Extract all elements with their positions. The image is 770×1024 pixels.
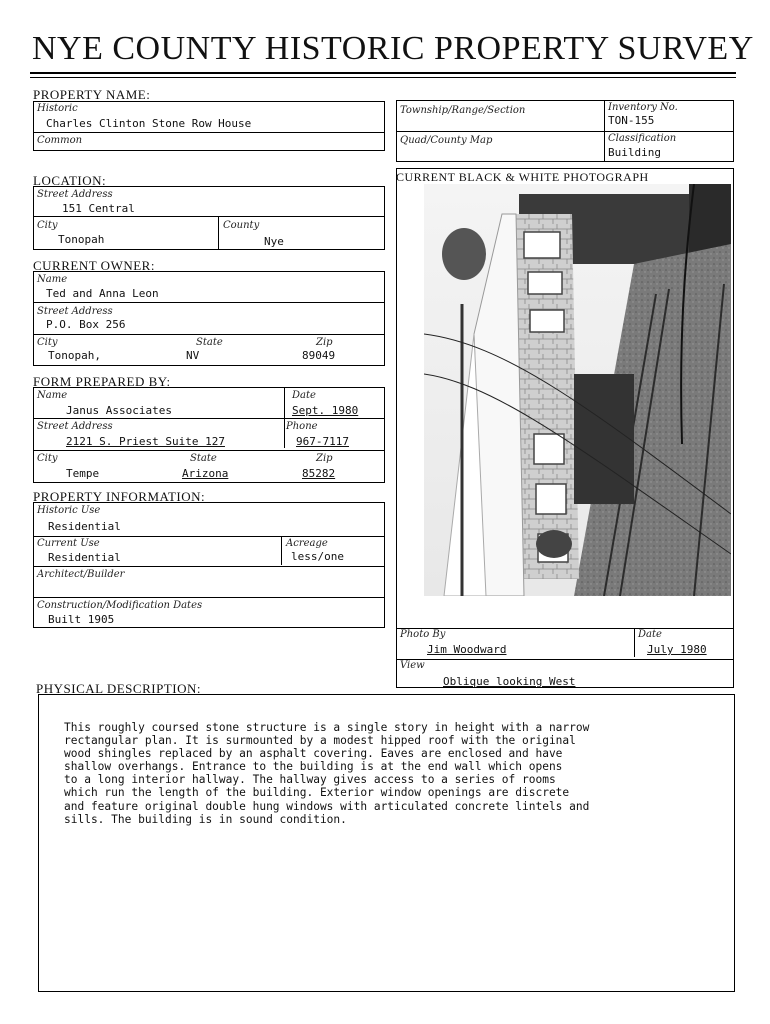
owner-heading: CURRENT OWNER: — [33, 258, 155, 273]
property-name-heading: PROPERTY NAME: — [33, 87, 151, 102]
historic-use-value: Residential — [48, 520, 121, 533]
prepared-city-label: City — [37, 453, 58, 464]
prepared-zip-value: 85282 — [302, 467, 336, 480]
current-use-value: Residential — [48, 551, 121, 564]
location-city-value: Tonopah — [58, 233, 105, 246]
title-rule-thin — [30, 77, 736, 78]
location-county-label: County — [223, 220, 260, 231]
classification-value: Building — [608, 146, 661, 159]
prepared-name-value: Janus Associates — [66, 404, 172, 417]
photo-date-value: July 1980 — [647, 643, 707, 656]
view-label: View — [400, 660, 425, 671]
owner-zip-value: 89049 — [302, 349, 336, 362]
prepared-date-label: Date — [292, 390, 316, 401]
prepared-heading: FORM PREPARED BY: — [33, 374, 171, 389]
title-rule — [30, 72, 736, 74]
photo-heading: CURRENT BLACK & WHITE PHOTOGRAPH — [396, 170, 649, 184]
prepared-phone-label: Phone — [286, 421, 318, 432]
current-use-label: Current Use — [37, 538, 100, 549]
physical-description-box — [38, 694, 735, 992]
prepared-zip-label: Zip — [316, 453, 333, 464]
prepared-phone-value: 967-7117 — [296, 435, 349, 448]
classification-label: Classification — [608, 133, 677, 144]
owner-city-value: Tonopah, — [48, 349, 101, 362]
location-street-value: 151 Central — [62, 202, 135, 215]
prepared-date-value: Sept. 1980 — [292, 404, 359, 417]
common-name-label: Common — [37, 135, 83, 146]
property-name-box — [33, 101, 385, 151]
prepared-state-value: Arizona — [182, 467, 229, 480]
info-box — [33, 502, 385, 628]
owner-city-label: City — [37, 337, 58, 348]
acreage-value: less/one — [291, 550, 344, 563]
owner-zip-label: Zip — [316, 337, 333, 348]
owner-street-label: Street Address — [37, 306, 113, 317]
construction-dates-value: Built 1905 — [48, 613, 115, 626]
architect-label: Architect/Builder — [37, 569, 125, 580]
historic-name-value: Charles Clinton Stone Row House — [46, 117, 252, 130]
owner-street-value: P.O. Box 256 — [46, 318, 126, 331]
township-box — [396, 100, 734, 162]
historic-use-label: Historic Use — [37, 505, 101, 516]
photo-by-label: Photo By — [400, 629, 446, 640]
location-county-value: Nye — [264, 235, 284, 248]
view-value: Oblique looking West — [443, 675, 576, 688]
construction-dates-label: Construction/Modification Dates — [37, 600, 203, 611]
photo-by-value: Jim Woodward — [427, 643, 507, 656]
location-box — [33, 186, 385, 250]
quad-map-label: Quad/County Map — [400, 135, 493, 146]
inventory-label: Inventory No. — [608, 102, 678, 113]
page-title: NYE COUNTY HISTORIC PROPERTY SURVEY — [32, 30, 754, 67]
physical-heading: PHYSICAL DESCRIPTION: — [36, 681, 201, 696]
owner-box — [33, 271, 385, 366]
owner-name-label: Name — [37, 274, 68, 285]
prepared-name-label: Name — [37, 390, 68, 401]
township-label: Township/Range/Section — [400, 105, 526, 116]
prepared-street-value: 2121 S. Priest Suite 127 — [66, 435, 225, 448]
historic-name-label: Historic — [37, 103, 78, 114]
inventory-value: TON-155 — [608, 114, 655, 127]
photo-date-label: Date — [638, 629, 662, 640]
prepared-street-label: Street Address — [37, 421, 113, 432]
prepared-box — [33, 387, 385, 483]
location-city-label: City — [37, 220, 58, 231]
info-heading: PROPERTY INFORMATION: — [33, 489, 206, 504]
owner-state-value: NV — [186, 349, 200, 362]
location-street-label: Street Address — [37, 189, 113, 200]
physical-description-text: This roughly coursed stone structure is a single story in height with a narrow rectangular plan. It is surmounted by a modest hipped roof with the original wood shingles replaced by an asphalt covering. Eaves are enclosed and have shallow overhangs. Entrance to the building is at the end wall which opens to a long interior hallway. The hallway gives access to a series of rooms which run the length of the building. Exterior window openings are discrete and feature original double hung windows with articulated concrete lintels and sills. The building is in sound condition. — [64, 721, 590, 826]
prepared-city-value: Tempe — [66, 467, 100, 480]
location-heading: LOCATION: — [33, 173, 107, 188]
acreage-label: Acreage — [286, 538, 328, 549]
owner-name-value: Ted and Anna Leon — [46, 287, 159, 300]
building-photo — [424, 184, 731, 596]
prepared-state-label: State — [190, 453, 217, 464]
owner-state-label: State — [196, 337, 223, 348]
